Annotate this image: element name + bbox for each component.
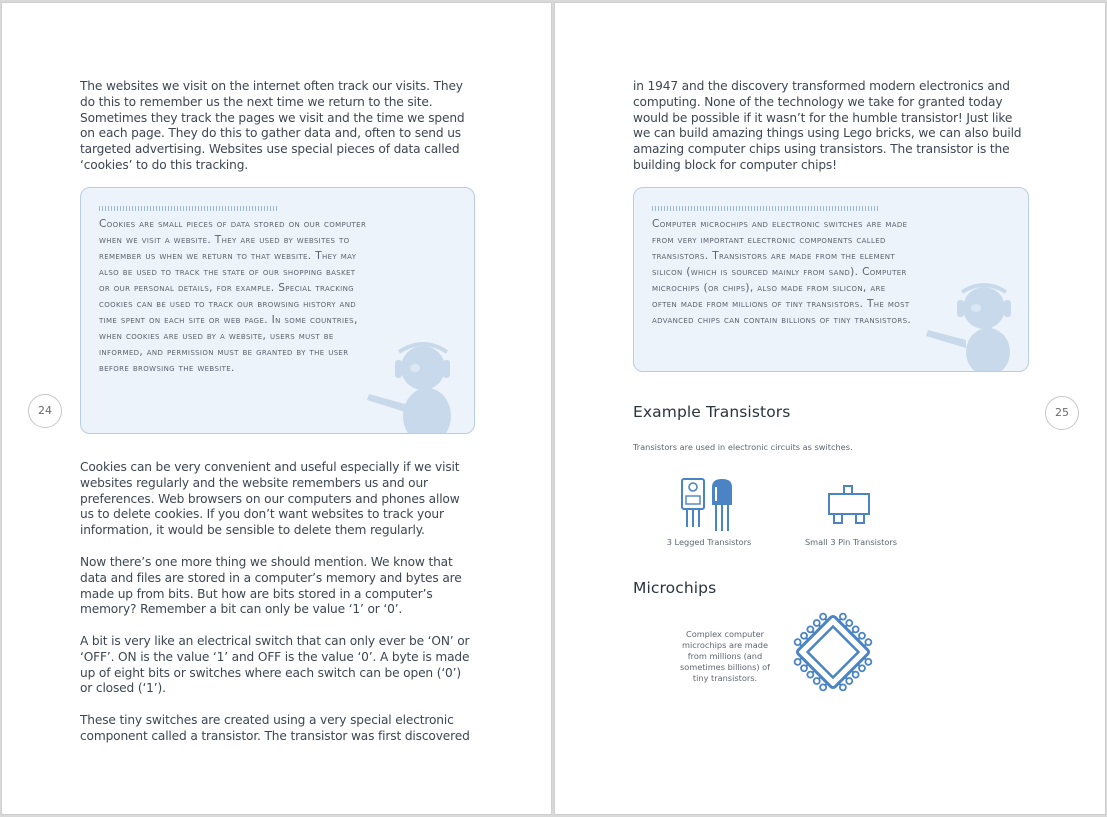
paragraph-cookies-intro: The websites we visit on the internet often track our visits. They do this to remember us the next time we return to the site. Sometimes they track the pages we visit and the time we spend on each page. They do this to gather data and, often to send us targeted advertising. Websites use special pieces of data called ‘cookies’ to do this tracking. [80, 79, 465, 172]
microchips-heading: Microchips [633, 579, 717, 597]
robot-mascot-icon [922, 280, 1029, 372]
transistor-caption-3-legged: 3 Legged Transistors [666, 537, 752, 547]
page-number-24: 24 [28, 394, 62, 428]
transistors-note: Transistors are used in electronic circuits as switches. [633, 442, 853, 452]
transistor-caption-small-3-pin: Small 3 Pin Transistors [804, 537, 897, 547]
callout-stripe [99, 206, 277, 211]
paragraph-bits-memory: Now there’s one more thing we should mention. We know that data and files are stored in a computer’s memory and bytes are made up from bits. But how are bits stored in a computer’s memory? Remember a bit can only be value ‘1’ or ‘0’. [80, 555, 462, 617]
robot-mascot-icon [361, 338, 473, 434]
page-number-25: 25 [1045, 396, 1079, 430]
example-transistors-heading: Example Transistors [633, 403, 791, 421]
microchips-callout-text: Computer microchips and electronic switches are made from very important electronic components called transistors. Transistors are made from the element silicon (which is sourced mainly from sand). Computer microchips (or chips), also made from silicon, are often made from millions of tiny transistors. The most advanced chips can contain billions of tiny transistors. [652, 218, 912, 326]
paragraph-transistor-intro: These tiny switches are created using a very special electronic component called a transistor. The transistor was first discovered [80, 713, 470, 743]
callout-stripe [652, 206, 878, 211]
microchips-callout-box [633, 187, 1029, 372]
three-legged-transistor-icon [679, 477, 737, 535]
right-page [554, 2, 1106, 815]
left-page [1, 2, 552, 815]
cookies-callout-text: Cookies are small pieces of data stored on our computer when we visit a website. They are used by websites to remember us when we return to that website. They may also be used to track the state of our shopping basket or our personal details, for example. Special tracking cookies can be used to track our browsing history and time spent on each site or web page. In some countries, when cookies are used by a website, users must be informed, and permission must be granted by the user before browsing the website. [99, 218, 367, 374]
paragraph-transistor-history: in 1947 and the discovery transformed modern electronics and computing. None of the technology we take for granted today would be possible if it wasn’t for the humble transistor! Just like we can build amazing things using Lego bricks, we can also build amazing computer chips using transistors. The transistor is the building block for computer chips! [633, 79, 1022, 172]
paragraph-bit-switch: A bit is very like an electrical switch that can only ever be ‘ON’ or ‘OFF’. ON is the value ‘1’ and OFF is the value ‘0’. A byte is made up of eight bits or switches where each switch can be open (‘0’) or closed (‘1’). [80, 634, 470, 696]
small-3-pin-transistor-icon [827, 483, 871, 529]
paragraph-cookies-convenient: Cookies can be very convenient and useful especially if we visit websites regularly and the website remembers us and our preferences. Web browsers on our computers and phones allow us to delete cookies. If you don’t want websites to track your information, it would be sensible to delete them regularly. [80, 460, 460, 538]
microchips-note: Complex computer microchips are made from millions (and sometimes billions) of tiny transistors. [679, 629, 771, 683]
cookies-callout-box [80, 187, 475, 434]
microchip-icon [789, 608, 877, 696]
